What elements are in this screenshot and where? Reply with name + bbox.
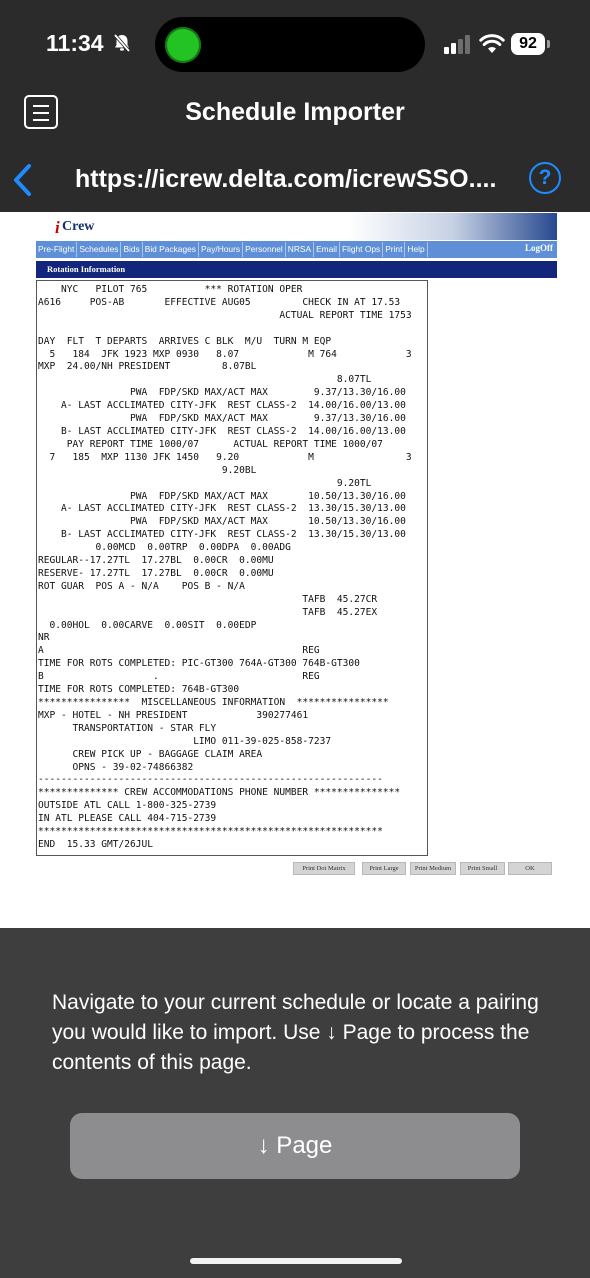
nav-schedules[interactable]: Schedules — [77, 242, 121, 257]
battery-level: 92 — [511, 33, 545, 55]
url-field[interactable]: https://icrew.delta.com/icrewSSO.... — [75, 165, 497, 193]
bell-slash-icon — [112, 33, 132, 53]
nav-nrsa[interactable]: NRSA — [286, 242, 314, 257]
rotation-report-text: NYC PILOT 765 *** ROTATION OPER A616 POS-AB EFFECTIVE AUG05 CHECK IN AT 17.53 ACTUAL REPORT TIME 1753 DAY FLT T DEPARTS ARRIVES C BLK M/U TURN M EQP 5 184 JFK 1923 MXP 0930 8.07 M 764 3 MXP 24.00/NH PRESIDENT 8.07BL 8.07TL PWA FDP/SKD MAX/ACT MAX 9.37/13.30/16.00 A- LAST ACCLIMATED CITY-JFK REST CLASS-2 14.00/16.00/13.00 PWA FDP/SKD MAX/ACT MAX 9.37/13.30/16.00 B- LAST ACCLIMATED CITY-JFK REST CLASS-2 14.00/16.00/13.00 PAY REPORT TIME 1000/07 ACTUAL REPORT TIME 1000/07 7 185 MXP 1130 JFK 1450 9.20 M 3 9.20BL 9.20TL PWA FDP/SKD MAX/ACT MAX 10.50/13.30/16.00 A- LAST ACCLIMATED CITY-JFK REST CLASS-2 13.30/15.30/13.00 PWA FDP/SKD MAX/ACT MAX 10.50/13.30/16.00 B- LAST ACCLIMATED CITY-JFK REST CLASS-2 13.30/15.30/13.00 0.00MCD 0.00TRP 0.00DPA 0.00ADG REGULAR--17.27TL 17.27BL 0.00CR 0.00MU RESERVE- 17.27TL 17.27BL 0.00CR 0.00MU ROT GUAR POS A - N/A POS B - N/A TAFB 45.27CR TAFB 45.27EX 0.00HOL 0.00CARVE 0.00SIT 0.00EDP NR A REG TIME FOR ROTS COMPLETED: PIC-GT300 764A-GT300 764B-GT300 B . REG TIME FOR ROTS COMPLETED: 764B-GT300 **************** MISCELLANEOUS INFORMATION **************** MXP - HOTEL - NH PRESIDENT 390277461 TRANSPORTATION - STAR FLY LIMO 011-39-025-858-7237 CREW PICK UP - BAGGAGE CLAIM AREA OPNS - 39-02-74866382 ------------------------------------------------------------ ************** CREW ACCOMMODATIONS PHONE NUMBER *************** OUTSIDE ATL CALL 1-800-325-2739 IN ATL PLEASE CALL 404-715-2739 ************************************************************ END 15.33 GMT/26JUL — [38, 284, 412, 850]
nav-pre-flight[interactable]: Pre-Flight — [36, 242, 77, 257]
rotation-info-bar — [36, 261, 557, 278]
activity-indicator-icon — [165, 27, 201, 63]
help-button[interactable]: ? — [529, 162, 561, 194]
bottom-sheet — [0, 928, 590, 1278]
print-small-button[interactable]: Print Small — [460, 862, 505, 875]
icrew-logo-i: i — [55, 218, 60, 237]
ok-button[interactable]: OK — [508, 862, 552, 875]
page-button[interactable]: ↓ Page — [70, 1113, 520, 1179]
nav-personnel[interactable]: Personnel — [243, 242, 286, 257]
nav-bids[interactable]: Bids — [121, 242, 142, 257]
app-title: Schedule Importer — [185, 98, 405, 126]
nav-email[interactable]: Email — [314, 242, 340, 257]
wifi-icon — [479, 32, 505, 54]
home-indicator — [190, 1258, 402, 1264]
cellular-signal-icon — [443, 34, 473, 54]
rotation-report — [36, 280, 428, 856]
instructions-text: Navigate to your current schedule or locate a pairing you would like to import. Use ↓ Page to process the contents of this page. — [52, 991, 539, 1074]
print-medium-button[interactable]: Print Medium — [410, 862, 456, 875]
print-large-button[interactable]: Print Large — [362, 862, 406, 875]
logoff-link[interactable]: LogOff — [525, 243, 553, 253]
battery-tip — [547, 40, 550, 48]
icrew-nav-bar — [36, 241, 557, 258]
print-dot-matrix-button[interactable]: Print Dot Matrix — [293, 862, 355, 875]
icrew-header — [36, 213, 557, 240]
rotation-info-title: Rotation Information — [47, 264, 126, 274]
nav-flight-ops[interactable]: Flight Ops — [340, 242, 383, 257]
status-time: 11:34 — [46, 30, 104, 56]
nav-pay-hours[interactable]: Pay/Hours — [199, 242, 243, 257]
app-header — [0, 0, 590, 212]
back-chevron-icon[interactable] — [10, 162, 36, 198]
nav-bid-packages[interactable]: Bid Packages — [143, 242, 199, 257]
nav-print[interactable]: Print — [383, 242, 405, 257]
dynamic-island — [155, 17, 425, 72]
nav-help[interactable]: Help — [405, 242, 427, 257]
icrew-logo: Crew — [62, 219, 95, 234]
